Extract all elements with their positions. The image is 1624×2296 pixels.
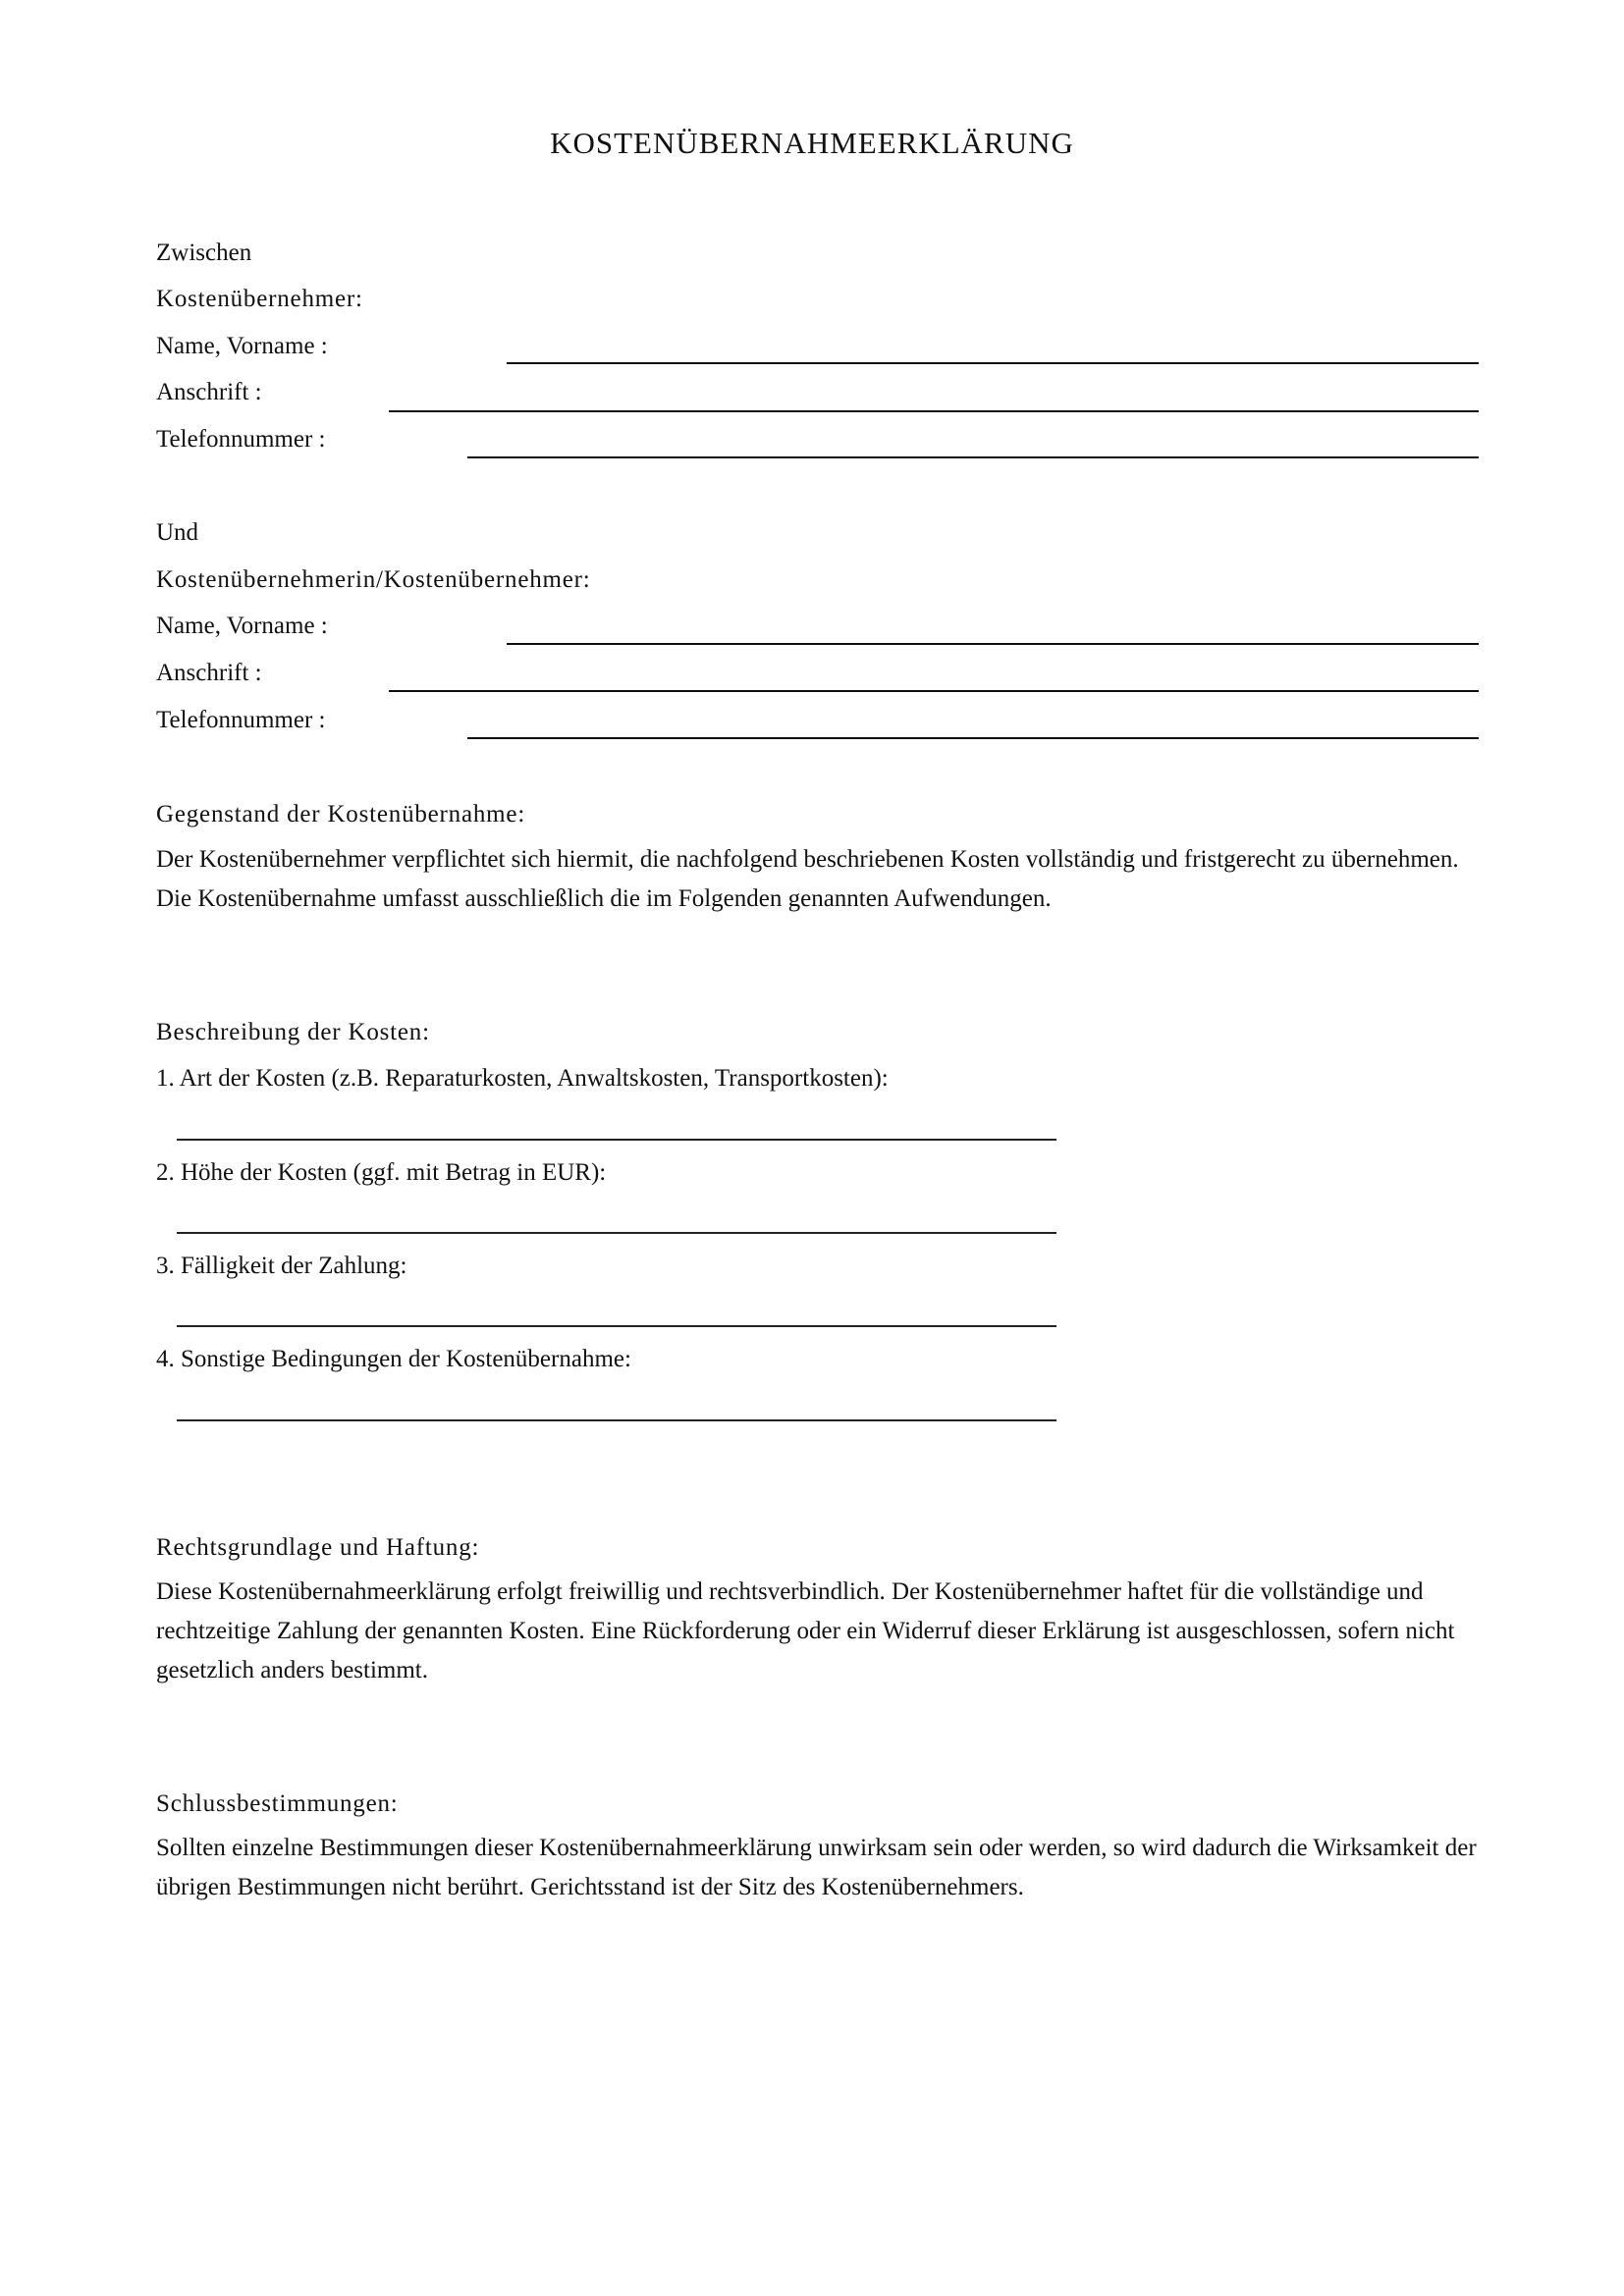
- subject-text: Der Kostenübernehmer verpflichtet sich hiermit, die nachfolgend beschriebenen Kosten vollständig und fristgerecht zu übernehmen. Die Kostenübernahme umfasst ausschließlich die im Folgenden genannten Aufwendungen.: [156, 846, 1459, 912]
- party2-phone-label: Telefonnummer :: [156, 707, 326, 733]
- party2-phone-line[interactable]: [467, 737, 1479, 739]
- cost-item-amount: 2. Höhe der Kosten (ggf. mit Betrag in EUR):: [156, 1159, 607, 1186]
- cost-item-other: 4. Sonstige Bedingungen der Kostenübernahme:: [156, 1346, 631, 1372]
- subject-heading: Gegenstand der Kostenübernahme:: [156, 801, 526, 828]
- party2-address-label: Anschrift :: [156, 660, 262, 686]
- party1-role-label: Kostenübernehmer:: [156, 286, 363, 312]
- legal-text: Diese Kostenübernahmeerklärung erfolgt freiwillig und rechtsverbindlich. Der Kostenübernehmer haftet für die vollständige und rechtzeitige Zahlung der genannten Kosten. Eine Rückforderung oder ein Widerruf dieser Erklärung ist ausgeschlossen, sofern nicht gesetzlich anders bestimmt.: [156, 1578, 1455, 1683]
- final-text: Sollten einzelne Bestimmungen dieser Kostenübernahmeerklärung unwirksam sein oder werden, so wird dadurch die Wirksamkeit der übrigen Bestimmungen nicht berührt. Gerichtsstand ist der Sitz des Kostenübernehmers.: [156, 1835, 1477, 1900]
- party2-name-line[interactable]: [507, 643, 1479, 645]
- party1-phone-label: Telefonnummer :: [156, 426, 326, 453]
- legal-heading: Rechtsgrundlage und Haftung:: [156, 1534, 480, 1561]
- party2-role-label: Kostenübernehmerin/Kostenübernehmer:: [156, 566, 591, 593]
- party2-address-line[interactable]: [389, 690, 1479, 692]
- party1-name-line[interactable]: [507, 362, 1479, 364]
- party1-name-label: Name, Vorname :: [156, 333, 328, 359]
- cost-item-due: 3. Fälligkeit der Zahlung:: [156, 1253, 407, 1279]
- party1-address-line[interactable]: [389, 410, 1479, 412]
- cost-item-due-line[interactable]: [177, 1325, 1056, 1327]
- final-heading: Schlussbestimmungen:: [156, 1790, 399, 1817]
- costs-heading: Beschreibung der Kosten:: [156, 1019, 430, 1045]
- party2-name-label: Name, Vorname :: [156, 613, 328, 639]
- cost-item-amount-line[interactable]: [177, 1232, 1056, 1234]
- document-title: KOSTENÜBERNAHMEERKLÄRUNG: [550, 126, 1074, 160]
- cost-item-type-line[interactable]: [177, 1139, 1056, 1141]
- party1-address-label: Anschrift :: [156, 379, 262, 405]
- party2-intro: Und: [156, 519, 199, 546]
- cost-item-other-line[interactable]: [177, 1419, 1056, 1421]
- party1-phone-line[interactable]: [467, 456, 1479, 458]
- party1-intro: Zwischen: [156, 240, 252, 266]
- cost-item-type: 1. Art der Kosten (z.B. Reparaturkosten, Anwaltskosten, Transportkosten):: [156, 1065, 889, 1092]
